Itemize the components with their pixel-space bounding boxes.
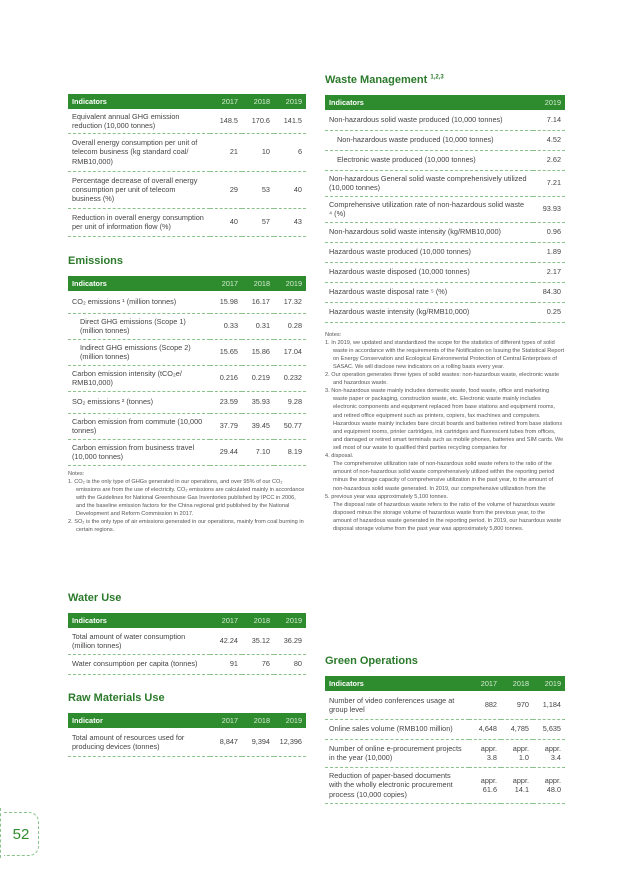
cell: 0.232 <box>274 365 306 391</box>
cell: 9.28 <box>274 391 306 413</box>
row-label: Carbon emission from commute (10,000 tonnes) <box>68 413 210 439</box>
cell: 8.19 <box>274 439 306 465</box>
table-row <box>325 170 565 196</box>
cell: 5,635 <box>533 719 565 739</box>
table-row <box>68 439 306 465</box>
row-label: Total amount of water consumption (million tonnes) <box>68 628 210 654</box>
table-header-row <box>68 94 306 109</box>
energy-table <box>68 94 306 237</box>
cell: 42.24 <box>210 628 242 654</box>
row-label: Direct GHG emissions (Scope 1) (million tonnes) <box>68 313 210 339</box>
emissions-section <box>68 255 306 534</box>
section-title: Green Operations <box>325 655 418 667</box>
cell: 50.77 <box>274 413 306 439</box>
row-label: Comprehensive utilization rate of non-hazardous solid waste ⁴ (%) <box>325 196 533 222</box>
cell: 0.96 <box>533 222 565 242</box>
section-title: Water Use <box>68 592 122 604</box>
energy-section <box>68 94 306 237</box>
cell: 970 <box>501 691 533 719</box>
section-title: Emissions <box>68 255 124 267</box>
row-label: Percentage decrease of overall energy consumption per unit of telecom business (%) <box>68 171 210 208</box>
col-header: 2017 <box>469 676 501 691</box>
table-row <box>325 767 565 803</box>
waste-notes <box>325 331 565 534</box>
table-row <box>325 282 565 302</box>
cell: 93.93 <box>533 196 565 222</box>
row-label: Online sales volume (RMB100 million) <box>325 719 469 739</box>
col-header: 2017 <box>210 613 242 628</box>
row-label: Indirect GHG emissions (Scope 2) (million tonnes) <box>68 339 210 365</box>
cell: 84.30 <box>533 282 565 302</box>
cell: appr. 48.0 <box>533 767 565 803</box>
cell: 7.14 <box>533 110 565 130</box>
col-header: 2019 <box>533 676 565 691</box>
cell: 0.219 <box>242 365 274 391</box>
cell: 15.86 <box>242 339 274 365</box>
cell: 4,648 <box>469 719 501 739</box>
table-row <box>325 691 565 719</box>
table-row <box>68 313 306 339</box>
table-row <box>68 654 306 674</box>
cell: 0.28 <box>274 313 306 339</box>
cell: 29.44 <box>210 439 242 465</box>
water-table <box>68 613 306 675</box>
cell: 170.6 <box>242 109 274 133</box>
cell: appr. 61.6 <box>469 767 501 803</box>
cell: 80 <box>274 654 306 674</box>
cell: 12,396 <box>274 728 306 756</box>
emissions-table <box>68 276 306 466</box>
notes-title: Notes: <box>325 331 342 338</box>
cell: 7.21 <box>533 170 565 196</box>
col-header: 2018 <box>242 276 274 291</box>
table-row <box>325 130 565 150</box>
cell: 35.12 <box>242 628 274 654</box>
cell: 141.5 <box>274 109 306 133</box>
row-label: Electronic waste produced (10,000 tonnes) <box>325 150 533 170</box>
cell: 35.93 <box>242 391 274 413</box>
row-label: Non-hazardous solid waste intensity (kg/RMB10,000) <box>325 222 533 242</box>
note-item: 2. SO₂ is the only type of air emissions generated in our operations, mainly from coal burning in certain regions. <box>68 519 304 534</box>
table-row <box>325 739 565 767</box>
page-number: 52 <box>4 812 39 856</box>
table-header-row <box>68 276 306 291</box>
cell: 6 <box>274 133 306 171</box>
table-row <box>68 291 306 313</box>
col-header: 2019 <box>274 94 306 109</box>
row-label: Hazardous waste disposed (10,000 tonnes) <box>325 262 533 282</box>
table-row <box>68 339 306 365</box>
cell: 7.10 <box>242 439 274 465</box>
cell: appr. 3.4 <box>533 739 565 767</box>
row-label: Non-hazardous waste produced (10,000 tonnes) <box>325 130 533 150</box>
cell: 0.25 <box>533 302 565 322</box>
cell: 21 <box>210 133 242 171</box>
col-header: 2017 <box>210 276 242 291</box>
emissions-notes <box>68 470 306 535</box>
note-item: 5. previous year was approximately 5,100 tonnes. <box>325 493 449 500</box>
table-row <box>68 208 306 236</box>
cell: 23.59 <box>210 391 242 413</box>
table-header-row <box>325 95 565 110</box>
col-header: 2018 <box>242 713 274 728</box>
table-row <box>68 133 306 171</box>
table-header-row <box>68 713 306 728</box>
green-operations-table <box>325 676 565 804</box>
col-header: Indicators <box>325 676 469 691</box>
note-item: The disposal rate of hazardous waste refers to the ratio of the volume of hazardous waste disposed minus the storage volume of hazardous waste from the previous year, to the amount of hazardous waste generated in the reporting period. In 2019, our hazardous waste disposal storage volume from the past year was approximately 5,800 tonnes. <box>333 501 562 533</box>
cell: 4,785 <box>501 719 533 739</box>
table-row <box>325 719 565 739</box>
water-section <box>68 592 306 675</box>
section-title-text: Waste Management <box>325 74 428 86</box>
cell: 0.216 <box>210 365 242 391</box>
cell: appr. 14.1 <box>501 767 533 803</box>
cell: 8,847 <box>210 728 242 756</box>
row-label: Overall energy consumption per unit of telecom business (kg standard coal/ RMB10,000) <box>68 133 210 171</box>
waste-section <box>325 74 565 533</box>
cell: 1,184 <box>533 691 565 719</box>
table-row <box>325 262 565 282</box>
row-label: Non-hazardous General solid waste comprehensively utilized (10,000 tonnes) <box>325 170 533 196</box>
col-header: 2018 <box>242 94 274 109</box>
cell: 882 <box>469 691 501 719</box>
table-row <box>68 109 306 133</box>
cell: 17.32 <box>274 291 306 313</box>
cell: 40 <box>274 171 306 208</box>
note-item: The comprehensive utilization rate of non-hazardous solid waste refers to the ratio of the amount of non-hazardous solid waste comprehensively utilized within the reporting period minus the storage capacity of comprehensive utilization in the past year, to the amount of non-hazardous solid waste generated. In 2019, our comprehensive utilization from the <box>333 461 555 492</box>
col-header: Indicator <box>68 713 210 728</box>
note-item: 3. Non-hazardous waste mainly includes domestic waste, food waste, office and marketing waste paper or packaging, construction waste, etc. Electronic waste mainly includes electronic components and equipment replaced from base stations and equipment rooms, and retired office equipment such as printers, copiers, fax machines and computers. Hazardous waste mainly includes bare circuit boards and batteries retired from base stations and equipment rooms, printer cartridges, ink cartridges and fluorescent tubes from offices, and damaged or retired smart terminals such as mobile phones, batteries and SIM cards. We sell most of our waste to qualified third parties recycling companies for <box>325 388 564 452</box>
table-row <box>68 171 306 208</box>
row-label: Hazardous waste produced (10,000 tonnes) <box>325 242 533 262</box>
cell: 0.31 <box>242 313 274 339</box>
table-row <box>325 242 565 262</box>
cell: 43 <box>274 208 306 236</box>
col-header: 2019 <box>274 613 306 628</box>
table-row <box>325 110 565 130</box>
title-footnote: 1,2,3 <box>430 74 444 81</box>
row-label: Total amount of resources used for producing devices (tonnes) <box>68 728 210 756</box>
row-label: SO₂ emissions ² (tonnes) <box>68 391 210 413</box>
note-item: 2. Our operation generates three types of solid wastes: non-hazardous waste, electronic waste and hazardous waste. <box>325 372 560 387</box>
cell: 15.65 <box>210 339 242 365</box>
cell: 15.98 <box>210 291 242 313</box>
section-title <box>325 74 565 86</box>
cell: appr. 3.8 <box>469 739 501 767</box>
table-row <box>68 365 306 391</box>
waste-table <box>325 95 565 323</box>
row-label: Number of online e-procurement projects in the year (10,000) <box>325 739 469 767</box>
col-header: Indicators <box>68 276 210 291</box>
table-row <box>68 391 306 413</box>
table-row <box>68 413 306 439</box>
cell: 2.62 <box>533 150 565 170</box>
table-row <box>68 728 306 756</box>
cell: 9,394 <box>242 728 274 756</box>
green-operations-section <box>325 655 565 804</box>
cell: 39.45 <box>242 413 274 439</box>
col-header: Indicators <box>68 613 210 628</box>
cell: 148.5 <box>210 109 242 133</box>
note-item: 1. CO₂ is the only type of GHGs generated in our operations, and over 95% of our CO₂ emissions are from the use of electricity. CO₂ emissions are calculated mainly in accordance with the Guidelines for National Greenhouse Gas Inventories published by IPCC in 2006, and the baseline emission factors for the China regional grid published by the National Development and Reform Commission in 2017. <box>68 478 305 518</box>
cell: appr. 1.0 <box>501 739 533 767</box>
cell: 10 <box>242 133 274 171</box>
table-row <box>325 196 565 222</box>
cell: 0.33 <box>210 313 242 339</box>
row-label: Reduction in overall energy consumption per unit of information flow (%) <box>68 208 210 236</box>
row-label: CO₂ emissions ¹ (million tonnes) <box>68 291 210 313</box>
col-header: 2019 <box>533 95 565 110</box>
row-label: Hazardous waste intensity (kg/RMB10,000) <box>325 302 533 322</box>
margin-divider <box>0 808 2 858</box>
row-label: Equivalent annual GHG emission reduction (10,000 tonnes) <box>68 109 210 133</box>
note-item: 4. disposal. <box>325 453 354 460</box>
cell: 76 <box>242 654 274 674</box>
cell: 37.79 <box>210 413 242 439</box>
cell: 53 <box>242 171 274 208</box>
cell: 40 <box>210 208 242 236</box>
col-header: 2019 <box>274 276 306 291</box>
notes-title: Notes: <box>68 470 85 477</box>
table-row <box>325 222 565 242</box>
col-header: 2018 <box>501 676 533 691</box>
col-header: 2018 <box>242 613 274 628</box>
table-header-row <box>325 676 565 691</box>
col-header: Indicators <box>68 94 210 109</box>
col-header: 2017 <box>210 94 242 109</box>
section-title: Raw Materials Use <box>68 692 165 704</box>
col-header: 2019 <box>274 713 306 728</box>
cell: 91 <box>210 654 242 674</box>
cell: 57 <box>242 208 274 236</box>
col-header: Indicators <box>325 95 533 110</box>
row-label: Carbon emission from business travel (10,000 tonnes) <box>68 439 210 465</box>
col-header: 2017 <box>210 713 242 728</box>
row-label: Reduction of paper-based documents with the wholly electronic procurement process (10,000 copies) <box>325 767 469 803</box>
table-row <box>325 302 565 322</box>
row-label: Hazardous waste disposal rate ⁵ (%) <box>325 282 533 302</box>
cell: 29 <box>210 171 242 208</box>
cell: 4.52 <box>533 130 565 150</box>
row-label: Water consumption per capita (tonnes) <box>68 654 210 674</box>
cell: 17.04 <box>274 339 306 365</box>
row-label: Non-hazardous solid waste produced (10,000 tonnes) <box>325 110 533 130</box>
cell: 36.29 <box>274 628 306 654</box>
raw-materials-table <box>68 713 306 757</box>
row-label: Carbon emission intensity (tCO₂e/ RMB10,000) <box>68 365 210 391</box>
table-row <box>325 150 565 170</box>
raw-materials-section <box>68 692 306 757</box>
row-label: Number of video conferences usage at group level <box>325 691 469 719</box>
cell: 16.17 <box>242 291 274 313</box>
cell: 1.89 <box>533 242 565 262</box>
table-row <box>68 628 306 654</box>
cell: 2.17 <box>533 262 565 282</box>
table-header-row <box>68 613 306 628</box>
note-item: 1. In 2019, we updated and standardized the scope for the statistics of different types of solid waste in accordance with the requirements of the Notification on Issuing the Statistical Report on Energy Conservation and Ecological Environmental Protection of Central Enterprises of SASAC. We will disclose new indicators on a rolling basis every year. <box>325 339 565 370</box>
